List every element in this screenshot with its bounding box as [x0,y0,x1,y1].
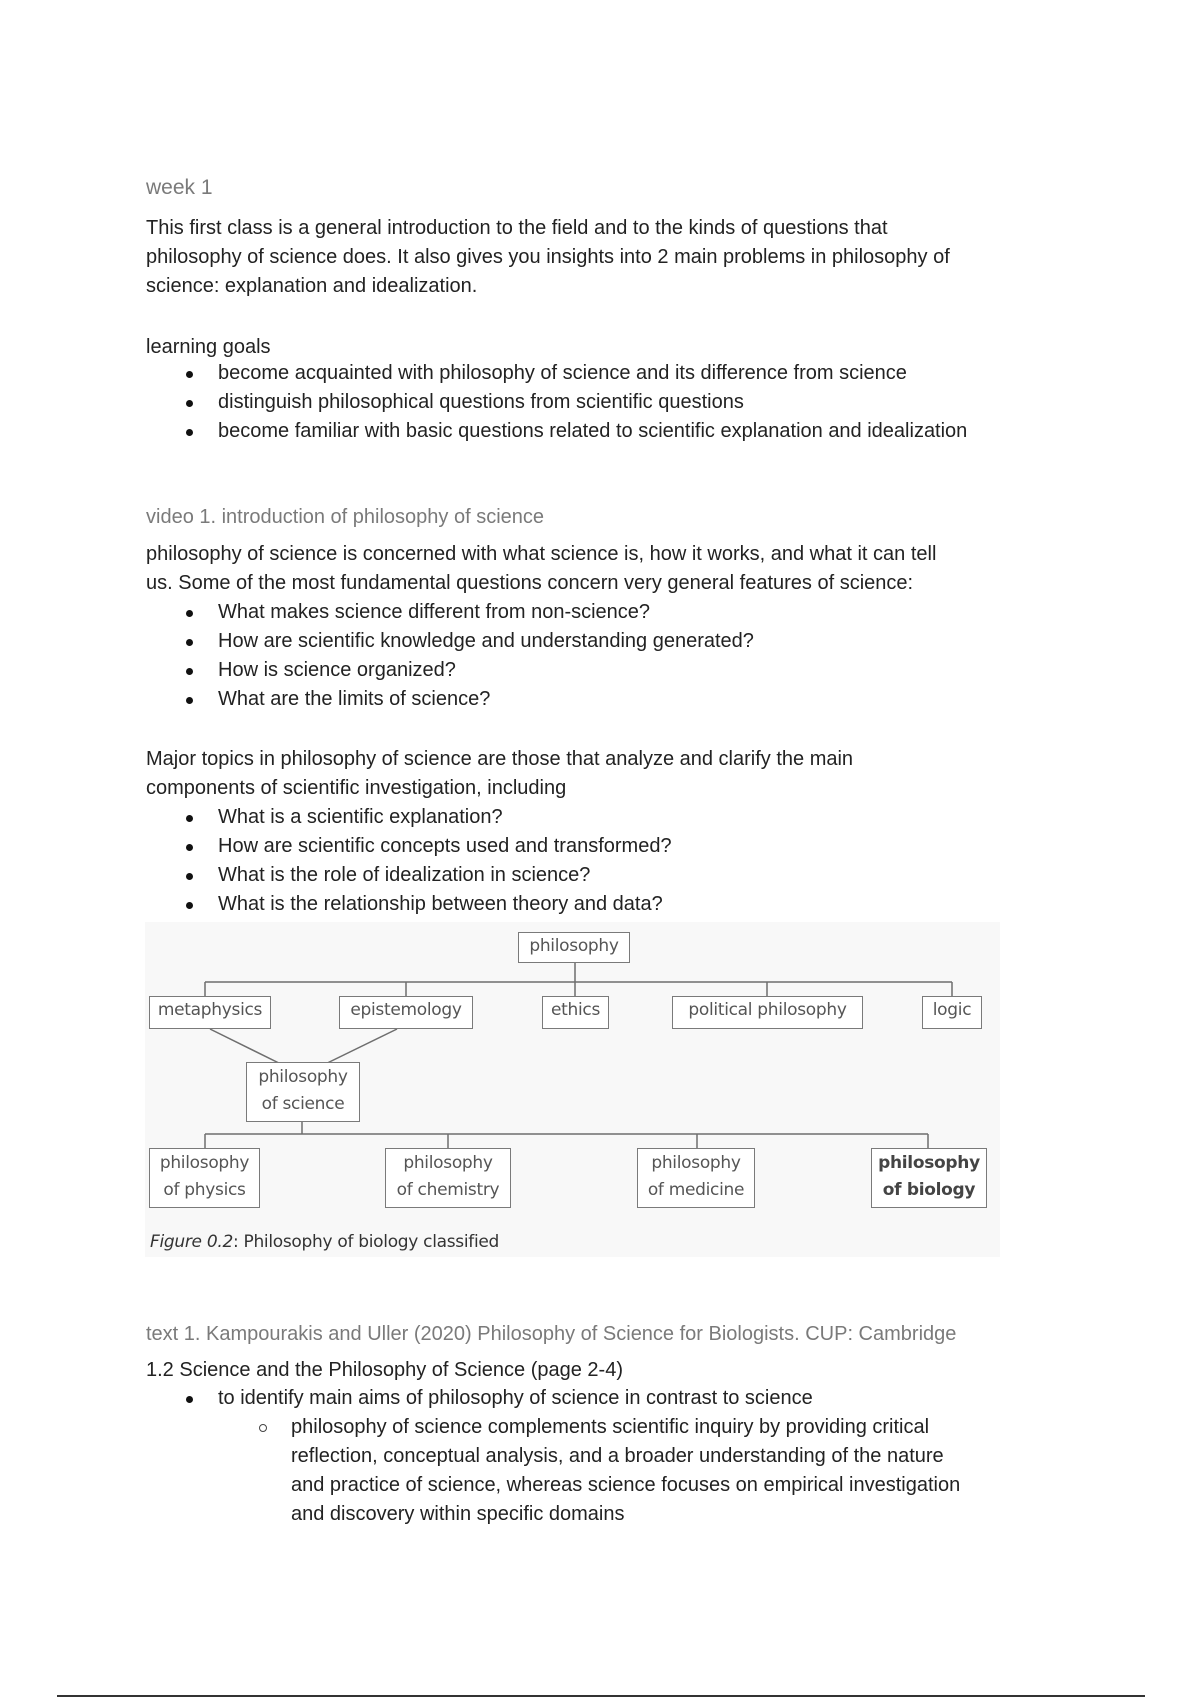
diagram-node-ethics: ethics [542,996,609,1029]
sub-list-line: philosophy of science complements scientific inquiry by providing critical [291,1416,930,1438]
node-line: of chemistry [396,1180,500,1200]
diagram-node-metaphysics: metaphysics [149,996,271,1029]
diagram-node-logic: logic [922,996,982,1029]
diagram-node-philosophy-of-physics [149,1148,260,1208]
major-topics-paragraph [146,745,853,803]
list-item [146,832,672,861]
video1-title: video 1. introduction of philosophy of science [146,506,545,528]
list-item-text: distinguish philosophical questions from scientific questions [218,391,744,413]
week-title: week 1 [146,176,213,199]
week-intro-line: philosophy of science does. It also gives you insights into 2 main problems in philosophy of [146,246,950,268]
node-line: philosophy [651,1153,741,1173]
philosophy-classification-diagram [145,922,1000,1257]
list-item [146,359,967,388]
hollow-bullet-icon [259,1424,267,1432]
diagram-node-philosophy-of-biology [871,1148,987,1208]
node-line: philosophy [159,1153,250,1173]
bullet-icon [186,844,193,851]
list-item [146,656,754,685]
list-item-text: What is a scientific explanation? [218,806,503,828]
learning-goals-title: learning goals [146,336,271,358]
node-line: philosophy [403,1153,493,1173]
bullet-icon [186,1396,193,1403]
list-item-text: become familiar with basic questions related to scientific explanation and idealization [218,420,968,442]
list-item-text: What makes science different from non-science? [218,601,651,623]
text1-section: 1.2 Science and the Philosophy of Science (page 2-4) [146,1359,623,1381]
bullet-icon [186,668,193,675]
bullet-icon [186,639,193,646]
list-item-text: What are the limits of science? [218,688,491,710]
text1-sublist [146,1413,1071,1529]
sub-list-line: reflection, conceptual analysis, and a broader understanding of the nature [291,1445,944,1467]
bullet-icon [186,429,193,436]
video1-paragraph-line: us. Some of the most fundamental questions concern very general features of science: [146,572,914,594]
node-line: of medicine [647,1180,745,1200]
bullet-icon [186,902,193,909]
major-topics-line: components of scientific investigation, including [146,777,567,799]
major-topics-list [146,803,672,919]
figure-caption-label: Figure 0.2 [150,1232,233,1252]
diagram-node-epistemology: epistemology [339,996,473,1029]
text1-list [146,1384,813,1413]
bullet-icon [186,610,193,617]
list-item [146,685,754,714]
page-bottom-divider [57,1695,1145,1697]
bullet-icon [186,400,193,407]
bullet-icon [186,815,193,822]
list-item [146,627,754,656]
node-line: of science [261,1094,345,1114]
figure-caption-text: : Philosophy of biology classified [232,1232,500,1252]
week-intro-line: science: explanation and idealization. [146,275,478,297]
list-item [146,598,754,627]
list-item [146,388,967,417]
list-item [146,890,672,919]
diagram-node-philosophy-of-science [246,1062,360,1122]
list-item-text: How is science organized? [218,659,456,681]
list-item [146,803,672,832]
fundamental-questions-list [146,598,754,714]
diagram-node-philosophy-of-medicine [637,1148,755,1208]
list-item [146,417,967,446]
node-line: philosophy [878,1153,980,1173]
list-item-text: to identify main aims of philosophy of science in contrast to science [218,1387,813,1409]
node-line: of physics [163,1180,246,1200]
bullet-icon [186,873,193,880]
week-intro-line: This first class is a general introduction to the field and to the kinds of questions that [146,217,888,239]
node-line: philosophy [258,1067,348,1087]
node-line: of biology [882,1180,976,1200]
bullet-icon [186,371,193,378]
video1-paragraph-line: philosophy of science is concerned with what science is, how it works, and what it can tell [146,543,937,565]
list-item [146,1384,813,1413]
list-item-text: become acquainted with philosophy of science and its difference from science [218,362,907,384]
bullet-icon [186,697,193,704]
list-item-text: How are scientific knowledge and understanding generated? [218,630,754,652]
text1-title: text 1. Kampourakis and Uller (2020) Philosophy of Science for Biologists. CUP: Cambridge [146,1323,957,1345]
learning-goals-list [146,359,967,446]
diagram-node-political-philosophy: political philosophy [672,996,863,1029]
list-item-text: How are scientific concepts used and transformed? [218,835,672,857]
video1-paragraph [146,540,936,598]
list-item-text: What is the relationship between theory and data? [218,893,663,915]
week-intro [146,214,950,301]
diagram-node-root: philosophy [518,932,630,963]
diagram-node-philosophy-of-chemistry [385,1148,511,1208]
sub-list-line: and discovery within specific domains [291,1503,625,1525]
list-item-text: What is the role of idealization in science? [218,864,591,886]
list-item [146,861,672,890]
figure-caption [150,1232,499,1252]
major-topics-line: Major topics in philosophy of science are those that analyze and clarify the main [146,748,854,770]
sub-list-line: and practice of science, whereas science focuses on empirical investigation [291,1474,961,1496]
sub-list-item [146,1413,1071,1529]
